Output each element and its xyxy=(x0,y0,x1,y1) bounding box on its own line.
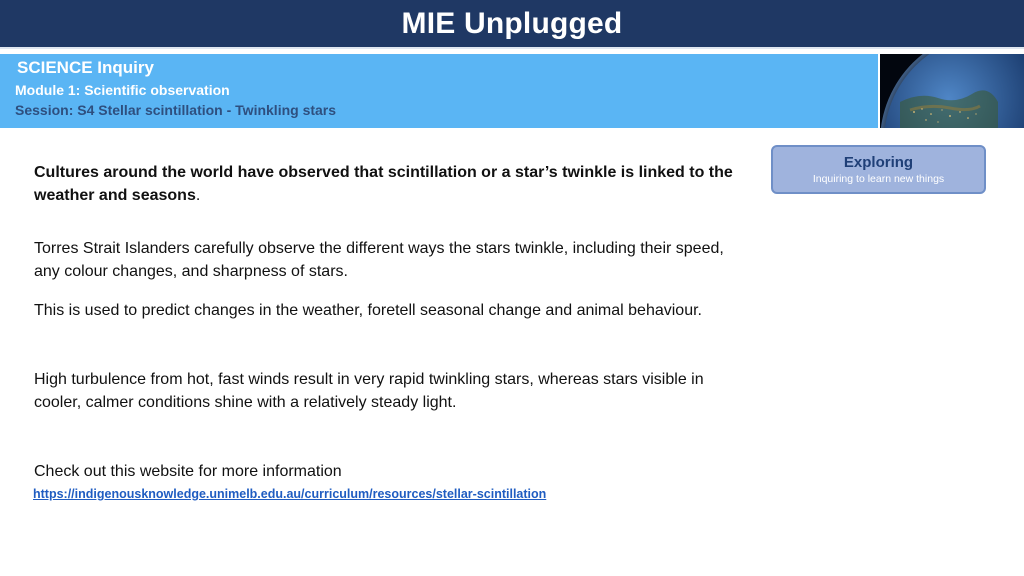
earth-image xyxy=(880,54,1024,128)
paragraph-torres-strait: Torres Strait Islanders carefully observe the different ways the stars twinkle, including their speed, any colour changes, and sharpness of stars. xyxy=(34,240,724,280)
module-label: Module 1: Scientific observation xyxy=(15,82,230,98)
badge-subtitle: Inquiring to learn new things xyxy=(812,173,945,185)
earth-icon xyxy=(880,54,1024,128)
subject-label: SCIENCE Inquiry xyxy=(17,58,154,77)
intro-tail-text: . xyxy=(195,187,201,204)
session-label: Session: S4 Stellar scintillation - Twinkling stars xyxy=(15,102,337,118)
page-title: MIE Unplugged xyxy=(401,6,623,40)
header-band xyxy=(0,54,878,128)
resource-link[interactable]: https://indigenousknowledge.unimelb.edu.au/curriculum/resources/stellar-scintillation xyxy=(33,487,547,501)
paragraph-turbulence: High turbulence from hot, fast winds result in very rapid twinkling stars, whereas stars visible in cooler, calmer conditions shine with a relatively steady light. xyxy=(34,371,704,411)
paragraph-predict: This is used to predict changes in the weather, foretell seasonal change and animal behaviour. xyxy=(34,302,702,319)
paragraph-more-info: Check out this website for more information xyxy=(34,463,342,480)
intro-bold-text: Cultures around the world have observed that scintillation or a star’s twinkle is linked to the weather and seasons xyxy=(34,164,733,204)
intro-paragraph xyxy=(34,161,754,207)
title-bar xyxy=(0,0,1024,49)
exploring-badge xyxy=(771,145,986,194)
badge-title: Exploring xyxy=(843,154,914,171)
